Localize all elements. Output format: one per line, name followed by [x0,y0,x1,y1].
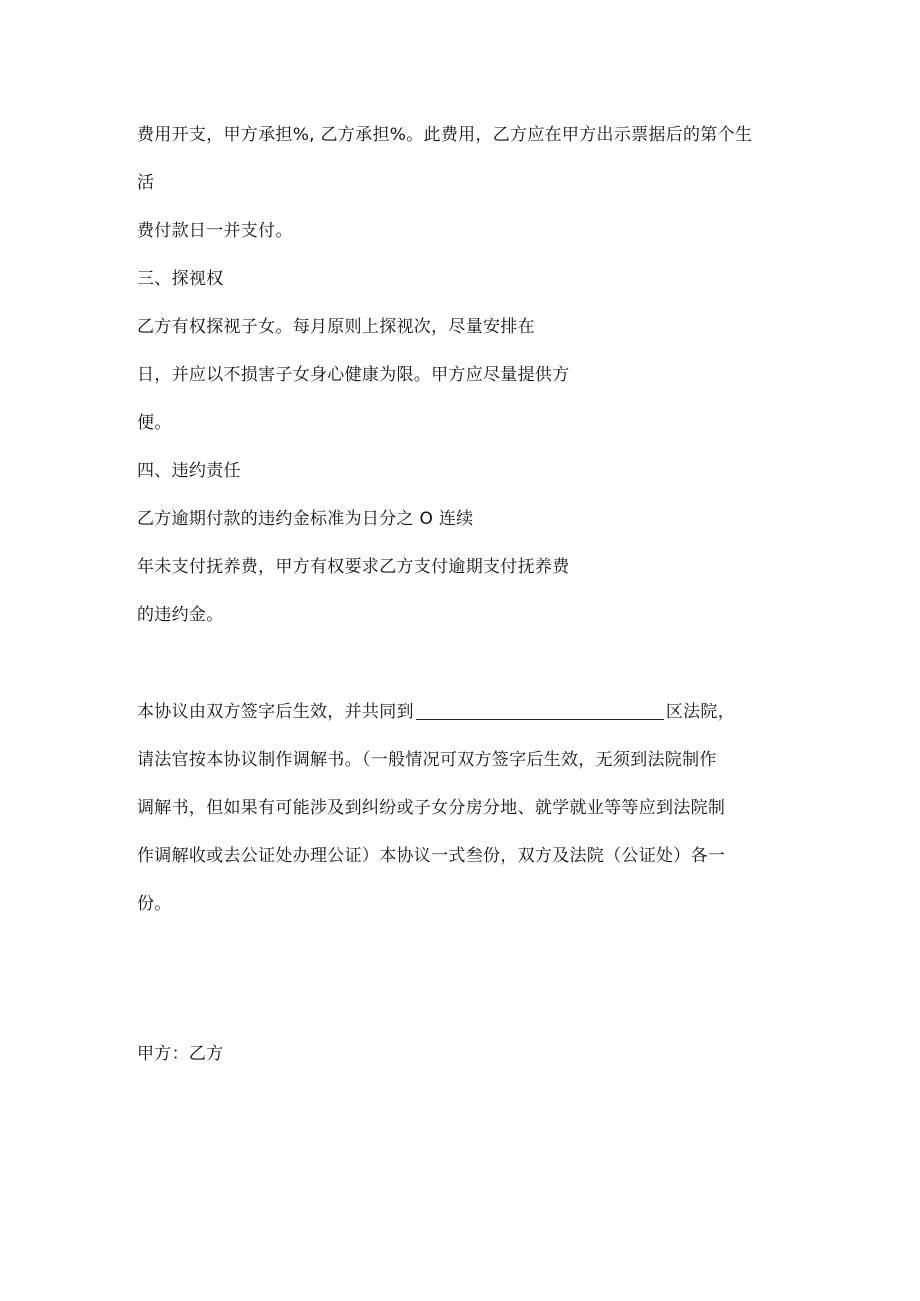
effect-line-2: 请法官按本协议制作调解书。（一般情况可双方签字后生效，无须到法院制作 [137,750,717,770]
liability-line-1: 乙方逾期付款的违约金标准为日分之 O 连续 [137,509,474,529]
effect-text-before-blank: 本协议由双方签字后生效，并共同到 [137,702,414,722]
visitation-line-1: 乙方有权探视子女。每月原则上探视次，尽量安排在 [137,317,535,337]
effect-line-1 [137,700,735,724]
fees-line-1: 费用开支，甲方承担%, 乙方承担%。此费用，乙方应在甲方出示票据后的第个生 [137,125,753,145]
fees-line-3: 费付款日一并支付。 [137,221,293,241]
visitation-heading: 三、探视权 [137,269,224,289]
visitation-line-2: 日，并应以不损害子女身心健康为限。甲方应尽量提供方 [137,365,570,385]
fees-line-2: 活 [137,173,155,193]
court-name-blank[interactable] [416,701,664,720]
effect-line-4: 作调解收或去公证处办理公证）本协议一式叁份，双方及法院（公证处）各一 [137,846,726,866]
liability-line-3: 的违约金。 [137,605,224,625]
effect-line-3: 调解书，但如果有可能涉及到纠纷或子女分房分地、就学就业等等应到法院制 [137,798,726,818]
effect-text-after-blank: 区法院， [665,702,736,722]
effect-line-5: 份。 [137,894,172,914]
signature-line: 甲方：乙方 [137,1044,224,1064]
visitation-line-3: 便。 [137,413,172,433]
liability-line-2: 年未支付抚养费，甲方有权要求乙方支付逾期支付抚养费 [137,557,570,577]
liability-heading: 四、违约责任 [137,461,241,481]
